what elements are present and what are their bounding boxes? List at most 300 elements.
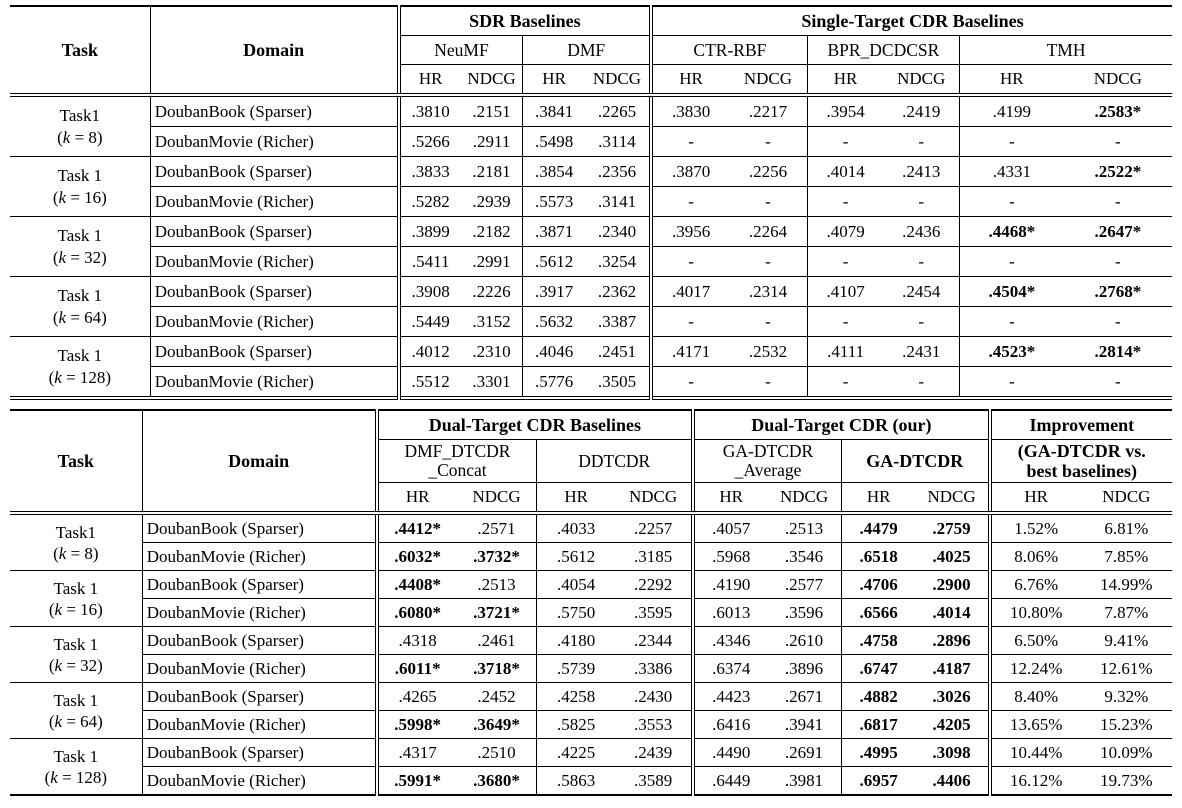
metric-cell: .4046 bbox=[523, 337, 585, 367]
metric-cell: .5632 bbox=[523, 307, 585, 337]
metric-cell: .4017 bbox=[651, 277, 729, 307]
domain-cell: DoubanMovie (Richer) bbox=[142, 767, 376, 796]
domain-cell: DoubanBook (Sparser) bbox=[150, 95, 398, 127]
metric-cell: .3649* bbox=[457, 711, 537, 739]
improvement-cell: 6.50% bbox=[990, 627, 1081, 655]
metric-cell: .2896 bbox=[915, 627, 989, 655]
improvement-cell: 7.87% bbox=[1081, 599, 1172, 627]
k-value-label: (k = 64) bbox=[48, 711, 103, 731]
metric-cell: .6374 bbox=[693, 655, 767, 683]
ndcg-header: NDCG bbox=[1064, 65, 1172, 96]
group-header-dual-target-cdr-baselines: Dual-Target CDR Baselines bbox=[377, 410, 694, 440]
metric-cell: .2182 bbox=[461, 217, 523, 247]
metric-cell: .2362 bbox=[585, 277, 651, 307]
metric-cell: .3833 bbox=[399, 157, 461, 187]
metric-cell: .4490 bbox=[693, 739, 767, 767]
task-label: Task1 bbox=[55, 522, 97, 542]
metric-cell: .2577 bbox=[767, 571, 841, 599]
metric-cell: .3152 bbox=[461, 307, 523, 337]
method-header-dmf: DMF bbox=[523, 36, 651, 65]
k-value-label: (k = 16) bbox=[52, 187, 107, 207]
metric-cell: .5968 bbox=[693, 543, 767, 571]
domain-cell: DoubanMovie (Richer) bbox=[142, 655, 376, 683]
task-cell bbox=[10, 217, 150, 277]
metric-cell: .3841 bbox=[523, 95, 585, 127]
metric-cell: .5498 bbox=[523, 127, 585, 157]
top-table-body bbox=[10, 95, 1172, 398]
metric-cell: .4758 bbox=[841, 627, 915, 655]
metric-cell: .3954 bbox=[807, 95, 883, 127]
metric-cell: .5776 bbox=[523, 367, 585, 399]
metric-cell: - bbox=[651, 127, 729, 157]
metric-cell: .5991* bbox=[377, 767, 457, 796]
k-value-label: (k = 128) bbox=[44, 767, 108, 787]
table-row bbox=[10, 711, 1172, 739]
method-header-bpr-dcdcsr: BPR_DCDCSR bbox=[807, 36, 959, 65]
metric-cell: .3595 bbox=[615, 599, 693, 627]
metric-cell: .4995 bbox=[841, 739, 915, 767]
metric-cell: .2513 bbox=[767, 513, 841, 543]
metric-cell: .5266 bbox=[399, 127, 461, 157]
domain-cell: DoubanMovie (Richer) bbox=[150, 307, 398, 337]
hr-header: HR bbox=[651, 65, 729, 96]
metric-cell: .3854 bbox=[523, 157, 585, 187]
improvement-cell: 10.80% bbox=[990, 599, 1081, 627]
domain-cell: DoubanBook (Sparser) bbox=[142, 627, 376, 655]
metric-cell: .3546 bbox=[767, 543, 841, 571]
sdr-single-target-cdr-table bbox=[10, 5, 1172, 400]
metric-cell: .3917 bbox=[523, 277, 585, 307]
metric-cell: .3721* bbox=[457, 599, 537, 627]
ndcg-header: NDCG bbox=[915, 483, 989, 514]
metric-cell: .2691 bbox=[767, 739, 841, 767]
metric-cell: .3301 bbox=[461, 367, 523, 399]
improvement-cell: 6.76% bbox=[990, 571, 1081, 599]
metric-cell: .2461 bbox=[457, 627, 537, 655]
table-row bbox=[10, 543, 1172, 571]
metric-cell: .4171 bbox=[651, 337, 729, 367]
domain-cell: DoubanBook (Sparser) bbox=[142, 683, 376, 711]
metric-cell: - bbox=[883, 307, 959, 337]
metric-cell: .3185 bbox=[615, 543, 693, 571]
task-label: Task 1 bbox=[57, 286, 103, 306]
hr-header: HR bbox=[693, 483, 767, 514]
metric-cell: .2419 bbox=[883, 95, 959, 127]
method-header-ddtcdr: DDTCDR bbox=[537, 440, 693, 483]
metric-cell: .2356 bbox=[585, 157, 651, 187]
task-cell bbox=[10, 627, 142, 683]
metric-cell: .3589 bbox=[615, 767, 693, 796]
metric-cell: .6747 bbox=[841, 655, 915, 683]
metric-cell: .4111 bbox=[807, 337, 883, 367]
table-row bbox=[10, 739, 1172, 767]
improvement-cell: 14.99% bbox=[1081, 571, 1172, 599]
domain-cell: DoubanBook (Sparser) bbox=[150, 157, 398, 187]
domain-cell: DoubanBook (Sparser) bbox=[150, 277, 398, 307]
metric-cell: - bbox=[651, 367, 729, 399]
ndcg-header: NDCG bbox=[1081, 483, 1172, 514]
metric-cell: .2264 bbox=[729, 217, 807, 247]
metric-cell: .2939 bbox=[461, 187, 523, 217]
metric-cell: .2431 bbox=[883, 337, 959, 367]
metric-cell: .3871 bbox=[523, 217, 585, 247]
k-value-label: (k = 8) bbox=[57, 127, 103, 147]
metric-cell: .4180 bbox=[537, 627, 615, 655]
dual-target-cdr-table bbox=[10, 409, 1172, 796]
metric-cell: .4014 bbox=[915, 599, 989, 627]
metric-cell: .6957 bbox=[841, 767, 915, 796]
task-label: Task 1 bbox=[57, 226, 103, 246]
metric-cell: .4187 bbox=[915, 655, 989, 683]
metric-cell: .2610 bbox=[767, 627, 841, 655]
metric-cell: - bbox=[960, 247, 1064, 277]
metric-cell: .3254 bbox=[585, 247, 651, 277]
improvement-cell: 13.65% bbox=[990, 711, 1081, 739]
metric-cell: .2571 bbox=[457, 513, 537, 543]
metric-cell: .4014 bbox=[807, 157, 883, 187]
metric-cell: .4199 bbox=[960, 95, 1064, 127]
method-header-dmf-dtcdr-concat: DMF_DTCDR _Concat bbox=[377, 440, 537, 483]
metric-cell: .4882 bbox=[841, 683, 915, 711]
metric-cell: .2314 bbox=[729, 277, 807, 307]
table-row bbox=[10, 95, 1172, 127]
group-header-sdr-baselines: SDR Baselines bbox=[399, 6, 651, 36]
metric-cell: .3098 bbox=[915, 739, 989, 767]
metric-cell: .6013 bbox=[693, 599, 767, 627]
metric-cell: - bbox=[883, 127, 959, 157]
metric-cell: .2510 bbox=[457, 739, 537, 767]
method-header-ga-dtcdr: GA-DTCDR bbox=[841, 440, 989, 483]
metric-cell: .3680* bbox=[457, 767, 537, 796]
metric-cell: - bbox=[807, 127, 883, 157]
metric-cell: .5863 bbox=[537, 767, 615, 796]
metric-cell: - bbox=[1064, 367, 1172, 399]
metric-cell: .3830 bbox=[651, 95, 729, 127]
improvement-cell: 9.32% bbox=[1081, 683, 1172, 711]
metric-cell: .3941 bbox=[767, 711, 841, 739]
metric-cell: .3981 bbox=[767, 767, 841, 796]
ndcg-header: NDCG bbox=[729, 65, 807, 96]
ndcg-header: NDCG bbox=[585, 65, 651, 96]
metric-cell: .2522* bbox=[1064, 157, 1172, 187]
domain-cell: DoubanMovie (Richer) bbox=[142, 711, 376, 739]
domain-column-header: Domain bbox=[142, 410, 376, 513]
improvement-cell: 12.24% bbox=[990, 655, 1081, 683]
hr-header: HR bbox=[990, 483, 1081, 514]
method-header-tmh: TMH bbox=[960, 36, 1172, 65]
metric-cell: .3026 bbox=[915, 683, 989, 711]
task-label: Task 1 bbox=[53, 578, 99, 598]
group-header-dual-target-cdr-our: Dual-Target CDR (our) bbox=[693, 410, 989, 440]
metric-cell: .3870 bbox=[651, 157, 729, 187]
metric-cell: .3505 bbox=[585, 367, 651, 399]
method-header-ctr-rbf: CTR-RBF bbox=[651, 36, 807, 65]
metric-cell: .6566 bbox=[841, 599, 915, 627]
metric-cell: .4190 bbox=[693, 571, 767, 599]
group-header-single-target-cdr-baselines: Single-Target CDR Baselines bbox=[651, 6, 1172, 36]
table-row bbox=[10, 655, 1172, 683]
metric-cell: .4107 bbox=[807, 277, 883, 307]
metric-cell: .3387 bbox=[585, 307, 651, 337]
table-row bbox=[10, 571, 1172, 599]
metric-cell: .2513 bbox=[457, 571, 537, 599]
domain-cell: DoubanBook (Sparser) bbox=[150, 337, 398, 367]
task-cell bbox=[10, 337, 150, 399]
metric-cell: .6416 bbox=[693, 711, 767, 739]
metric-cell: .2768* bbox=[1064, 277, 1172, 307]
metric-cell: .4331 bbox=[960, 157, 1064, 187]
metric-cell: .6449 bbox=[693, 767, 767, 796]
metric-cell: .5512 bbox=[399, 367, 461, 399]
metric-cell: - bbox=[729, 367, 807, 399]
metric-cell: .5411 bbox=[399, 247, 461, 277]
task-cell bbox=[10, 683, 142, 739]
metric-cell: .2256 bbox=[729, 157, 807, 187]
metric-cell: .2151 bbox=[461, 95, 523, 127]
table-row bbox=[10, 767, 1172, 796]
domain-cell: DoubanBook (Sparser) bbox=[142, 739, 376, 767]
metric-cell: - bbox=[729, 127, 807, 157]
table-row bbox=[10, 217, 1172, 247]
ndcg-header: NDCG bbox=[767, 483, 841, 514]
metric-cell: - bbox=[807, 187, 883, 217]
metric-cell: .6011* bbox=[377, 655, 457, 683]
task-label: Task1 bbox=[59, 106, 101, 126]
domain-cell: DoubanMovie (Richer) bbox=[150, 127, 398, 157]
metric-cell: .5825 bbox=[537, 711, 615, 739]
metric-cell: .3956 bbox=[651, 217, 729, 247]
metric-cell: - bbox=[729, 307, 807, 337]
metric-cell: .4205 bbox=[915, 711, 989, 739]
metric-cell: - bbox=[960, 367, 1064, 399]
metric-cell: .4423 bbox=[693, 683, 767, 711]
improvement-cell: 8.06% bbox=[990, 543, 1081, 571]
improvement-cell: 19.73% bbox=[1081, 767, 1172, 796]
metric-cell: .4258 bbox=[537, 683, 615, 711]
hr-header: HR bbox=[377, 483, 457, 514]
metric-cell: .2759 bbox=[915, 513, 989, 543]
domain-cell: DoubanMovie (Richer) bbox=[142, 543, 376, 571]
task-cell bbox=[10, 739, 142, 796]
task-cell bbox=[10, 571, 142, 627]
metric-cell: .2436 bbox=[883, 217, 959, 247]
table-row bbox=[10, 599, 1172, 627]
improvement-cell: 1.52% bbox=[990, 513, 1081, 543]
table-row bbox=[10, 157, 1172, 187]
domain-cell: DoubanMovie (Richer) bbox=[150, 187, 398, 217]
ndcg-header: NDCG bbox=[457, 483, 537, 514]
metric-cell: - bbox=[651, 247, 729, 277]
metric-cell: .3718* bbox=[457, 655, 537, 683]
metric-cell: .4479 bbox=[841, 513, 915, 543]
hr-header: HR bbox=[523, 65, 585, 96]
metric-cell: .4406 bbox=[915, 767, 989, 796]
metric-cell: .2451 bbox=[585, 337, 651, 367]
metric-cell: - bbox=[729, 247, 807, 277]
method-header-neumf: NeuMF bbox=[399, 36, 523, 65]
metric-cell: .4054 bbox=[537, 571, 615, 599]
metric-cell: .3114 bbox=[585, 127, 651, 157]
metric-cell: .2217 bbox=[729, 95, 807, 127]
domain-cell: DoubanMovie (Richer) bbox=[142, 599, 376, 627]
task-column-header: Task bbox=[10, 6, 150, 95]
metric-cell: .5612 bbox=[523, 247, 585, 277]
metric-cell: .2344 bbox=[615, 627, 693, 655]
table-row bbox=[10, 247, 1172, 277]
improvement-cell: 16.12% bbox=[990, 767, 1081, 796]
ndcg-header: NDCG bbox=[883, 65, 959, 96]
hr-header: HR bbox=[960, 65, 1064, 96]
ndcg-header: NDCG bbox=[461, 65, 523, 96]
bottom-table-header bbox=[10, 410, 1172, 513]
task-cell bbox=[10, 157, 150, 217]
metric-cell: .2814* bbox=[1064, 337, 1172, 367]
improvement-cell: 6.81% bbox=[1081, 513, 1172, 543]
method-header-ga-dtcdr-average: GA-DTCDR _Average bbox=[693, 440, 841, 483]
table-row bbox=[10, 187, 1172, 217]
domain-cell: DoubanMovie (Richer) bbox=[150, 367, 398, 399]
metric-cell: .5750 bbox=[537, 599, 615, 627]
metric-cell: .6080* bbox=[377, 599, 457, 627]
ndcg-header: NDCG bbox=[615, 483, 693, 514]
improvement-cell: 8.40% bbox=[990, 683, 1081, 711]
domain-cell: DoubanBook (Sparser) bbox=[150, 217, 398, 247]
metric-cell: .2413 bbox=[883, 157, 959, 187]
k-value-label: (k = 16) bbox=[48, 599, 103, 619]
metric-cell: .4012 bbox=[399, 337, 461, 367]
metric-cell: - bbox=[1064, 247, 1172, 277]
metric-cell: .5739 bbox=[537, 655, 615, 683]
metric-cell: .5282 bbox=[399, 187, 461, 217]
task-column-header: Task bbox=[10, 410, 142, 513]
metric-cell: .6032* bbox=[377, 543, 457, 571]
metric-cell: .4412* bbox=[377, 513, 457, 543]
improvement-cell: 7.85% bbox=[1081, 543, 1172, 571]
metric-cell: .2226 bbox=[461, 277, 523, 307]
metric-cell: .4318 bbox=[377, 627, 457, 655]
metric-cell: .2900 bbox=[915, 571, 989, 599]
metric-cell: .2911 bbox=[461, 127, 523, 157]
metric-cell: .3810 bbox=[399, 95, 461, 127]
improvement-cell: 12.61% bbox=[1081, 655, 1172, 683]
task-label: Task 1 bbox=[53, 746, 99, 766]
table-row bbox=[10, 307, 1172, 337]
metric-cell: .4523* bbox=[960, 337, 1064, 367]
metric-cell: .2265 bbox=[585, 95, 651, 127]
metric-cell: - bbox=[883, 187, 959, 217]
table-row bbox=[10, 683, 1172, 711]
metric-cell: - bbox=[729, 187, 807, 217]
metric-cell: .4033 bbox=[537, 513, 615, 543]
metric-cell: .3908 bbox=[399, 277, 461, 307]
domain-cell: DoubanBook (Sparser) bbox=[142, 571, 376, 599]
metric-cell: .5998* bbox=[377, 711, 457, 739]
k-value-label: (k = 32) bbox=[52, 247, 107, 267]
metric-cell: .2583* bbox=[1064, 95, 1172, 127]
metric-cell: .2647* bbox=[1064, 217, 1172, 247]
metric-cell: .4408* bbox=[377, 571, 457, 599]
metric-cell: .2532 bbox=[729, 337, 807, 367]
metric-cell: - bbox=[883, 247, 959, 277]
metric-cell: - bbox=[960, 307, 1064, 337]
domain-column-header: Domain bbox=[150, 6, 398, 95]
improvement-cell: 9.41% bbox=[1081, 627, 1172, 655]
metric-cell: .3386 bbox=[615, 655, 693, 683]
task-cell bbox=[10, 95, 150, 157]
metric-cell: .4225 bbox=[537, 739, 615, 767]
table-row bbox=[10, 277, 1172, 307]
domain-cell: DoubanMovie (Richer) bbox=[150, 247, 398, 277]
metric-cell: .4079 bbox=[807, 217, 883, 247]
improvement-subtitle: (GA-DTCDR vs. best baselines) bbox=[990, 440, 1172, 483]
table-row bbox=[10, 127, 1172, 157]
metric-cell: - bbox=[807, 247, 883, 277]
task-cell bbox=[10, 277, 150, 337]
metric-cell: .4468* bbox=[960, 217, 1064, 247]
metric-cell: - bbox=[883, 367, 959, 399]
hr-header: HR bbox=[399, 65, 461, 96]
metric-cell: .2452 bbox=[457, 683, 537, 711]
metric-cell: .6518 bbox=[841, 543, 915, 571]
metric-cell: - bbox=[1064, 127, 1172, 157]
metric-cell: .2292 bbox=[615, 571, 693, 599]
k-value-label: (k = 128) bbox=[48, 367, 112, 387]
table-row bbox=[10, 513, 1172, 543]
metric-cell: .2454 bbox=[883, 277, 959, 307]
task-label: Task 1 bbox=[57, 166, 103, 186]
hr-header: HR bbox=[537, 483, 615, 514]
metric-cell: .4346 bbox=[693, 627, 767, 655]
bottom-table-body bbox=[10, 513, 1172, 795]
metric-cell: .3899 bbox=[399, 217, 461, 247]
metric-cell: - bbox=[807, 307, 883, 337]
k-value-label: (k = 64) bbox=[52, 307, 107, 327]
top-table-header bbox=[10, 6, 1172, 95]
metric-cell: - bbox=[651, 187, 729, 217]
task-cell bbox=[10, 513, 142, 571]
table-row bbox=[10, 337, 1172, 367]
task-label: Task 1 bbox=[57, 346, 103, 366]
metric-cell: .3896 bbox=[767, 655, 841, 683]
improvement-cell: 10.09% bbox=[1081, 739, 1172, 767]
metric-cell: - bbox=[807, 367, 883, 399]
group-header-improvement: Improvement bbox=[990, 410, 1172, 440]
metric-cell: .5449 bbox=[399, 307, 461, 337]
metric-cell: .4706 bbox=[841, 571, 915, 599]
metric-cell: .4265 bbox=[377, 683, 457, 711]
metric-cell: .4504* bbox=[960, 277, 1064, 307]
metric-cell: .3141 bbox=[585, 187, 651, 217]
table-row bbox=[10, 627, 1172, 655]
metric-cell: .4025 bbox=[915, 543, 989, 571]
metric-cell: .4057 bbox=[693, 513, 767, 543]
k-value-label: (k = 32) bbox=[48, 655, 103, 675]
metric-cell: .5573 bbox=[523, 187, 585, 217]
metric-cell: .2340 bbox=[585, 217, 651, 247]
metric-cell: .3596 bbox=[767, 599, 841, 627]
metric-cell: .2671 bbox=[767, 683, 841, 711]
metric-cell: - bbox=[960, 127, 1064, 157]
metric-cell: .3732* bbox=[457, 543, 537, 571]
metric-cell: .2430 bbox=[615, 683, 693, 711]
metric-cell: - bbox=[1064, 187, 1172, 217]
metric-cell: .4317 bbox=[377, 739, 457, 767]
metric-cell: .2310 bbox=[461, 337, 523, 367]
metric-cell: .2181 bbox=[461, 157, 523, 187]
table-row bbox=[10, 367, 1172, 399]
metric-cell: .3553 bbox=[615, 711, 693, 739]
improvement-cell: 15.23% bbox=[1081, 711, 1172, 739]
